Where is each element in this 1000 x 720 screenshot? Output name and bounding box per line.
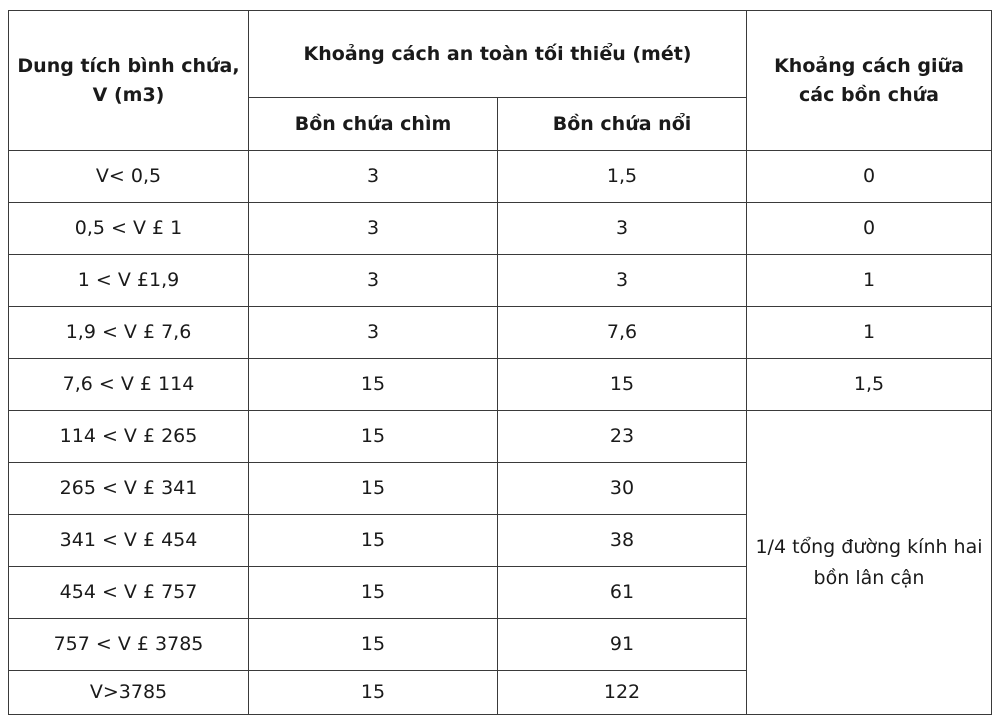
table-row — [9, 307, 992, 359]
capacity-cell: 341 < V £ 454 — [9, 515, 249, 567]
safety-distance-table — [8, 10, 992, 715]
aboveground-cell: 7,6 — [498, 307, 747, 359]
between-cell: 0 — [747, 151, 992, 203]
capacity-cell: V>3785 — [9, 671, 249, 715]
table-row — [9, 255, 992, 307]
underground-cell: 3 — [249, 151, 498, 203]
between-cell: 1,5 — [747, 359, 992, 411]
capacity-cell: 454 < V £ 757 — [9, 567, 249, 619]
header-underground-tank: Bồn chứa chìm — [249, 98, 498, 151]
aboveground-cell: 61 — [498, 567, 747, 619]
header-min-safe-distance: Khoảng cách an toàn tối thiểu (mét) — [249, 11, 747, 98]
aboveground-cell: 38 — [498, 515, 747, 567]
table-row — [9, 359, 992, 411]
between-cell: 1 — [747, 307, 992, 359]
table-row — [9, 411, 992, 463]
table-row — [9, 151, 992, 203]
underground-cell: 15 — [249, 359, 498, 411]
capacity-cell: 0,5 < V £ 1 — [9, 203, 249, 255]
capacity-cell: 1,9 < V £ 7,6 — [9, 307, 249, 359]
aboveground-cell: 23 — [498, 411, 747, 463]
aboveground-cell: 1,5 — [498, 151, 747, 203]
capacity-cell: 114 < V £ 265 — [9, 411, 249, 463]
capacity-cell: 7,6 < V £ 114 — [9, 359, 249, 411]
header-capacity: Dung tích bình chứa, V (m3) — [9, 11, 249, 151]
header-aboveground-tank: Bồn chứa nổi — [498, 98, 747, 151]
capacity-cell: 757 < V £ 3785 — [9, 619, 249, 671]
between-cell: 1 — [747, 255, 992, 307]
underground-cell: 3 — [249, 307, 498, 359]
underground-cell: 3 — [249, 203, 498, 255]
aboveground-cell: 30 — [498, 463, 747, 515]
aboveground-cell: 3 — [498, 203, 747, 255]
capacity-cell: 265 < V £ 341 — [9, 463, 249, 515]
header-between-tanks: Khoảng cách giữa các bồn chứa — [747, 11, 992, 151]
capacity-cell: 1 < V £1,9 — [9, 255, 249, 307]
aboveground-cell: 91 — [498, 619, 747, 671]
underground-cell: 15 — [249, 411, 498, 463]
between-merged-cell: 1/4 tổng đường kính hai bồn lân cận — [747, 411, 992, 715]
underground-cell: 15 — [249, 671, 498, 715]
between-cell: 0 — [747, 203, 992, 255]
aboveground-cell: 15 — [498, 359, 747, 411]
underground-cell: 3 — [249, 255, 498, 307]
aboveground-cell: 3 — [498, 255, 747, 307]
underground-cell: 15 — [249, 463, 498, 515]
aboveground-cell: 122 — [498, 671, 747, 715]
capacity-cell: V< 0,5 — [9, 151, 249, 203]
underground-cell: 15 — [249, 515, 498, 567]
underground-cell: 15 — [249, 619, 498, 671]
underground-cell: 15 — [249, 567, 498, 619]
table-row — [9, 203, 992, 255]
header-row-1 — [9, 11, 992, 98]
